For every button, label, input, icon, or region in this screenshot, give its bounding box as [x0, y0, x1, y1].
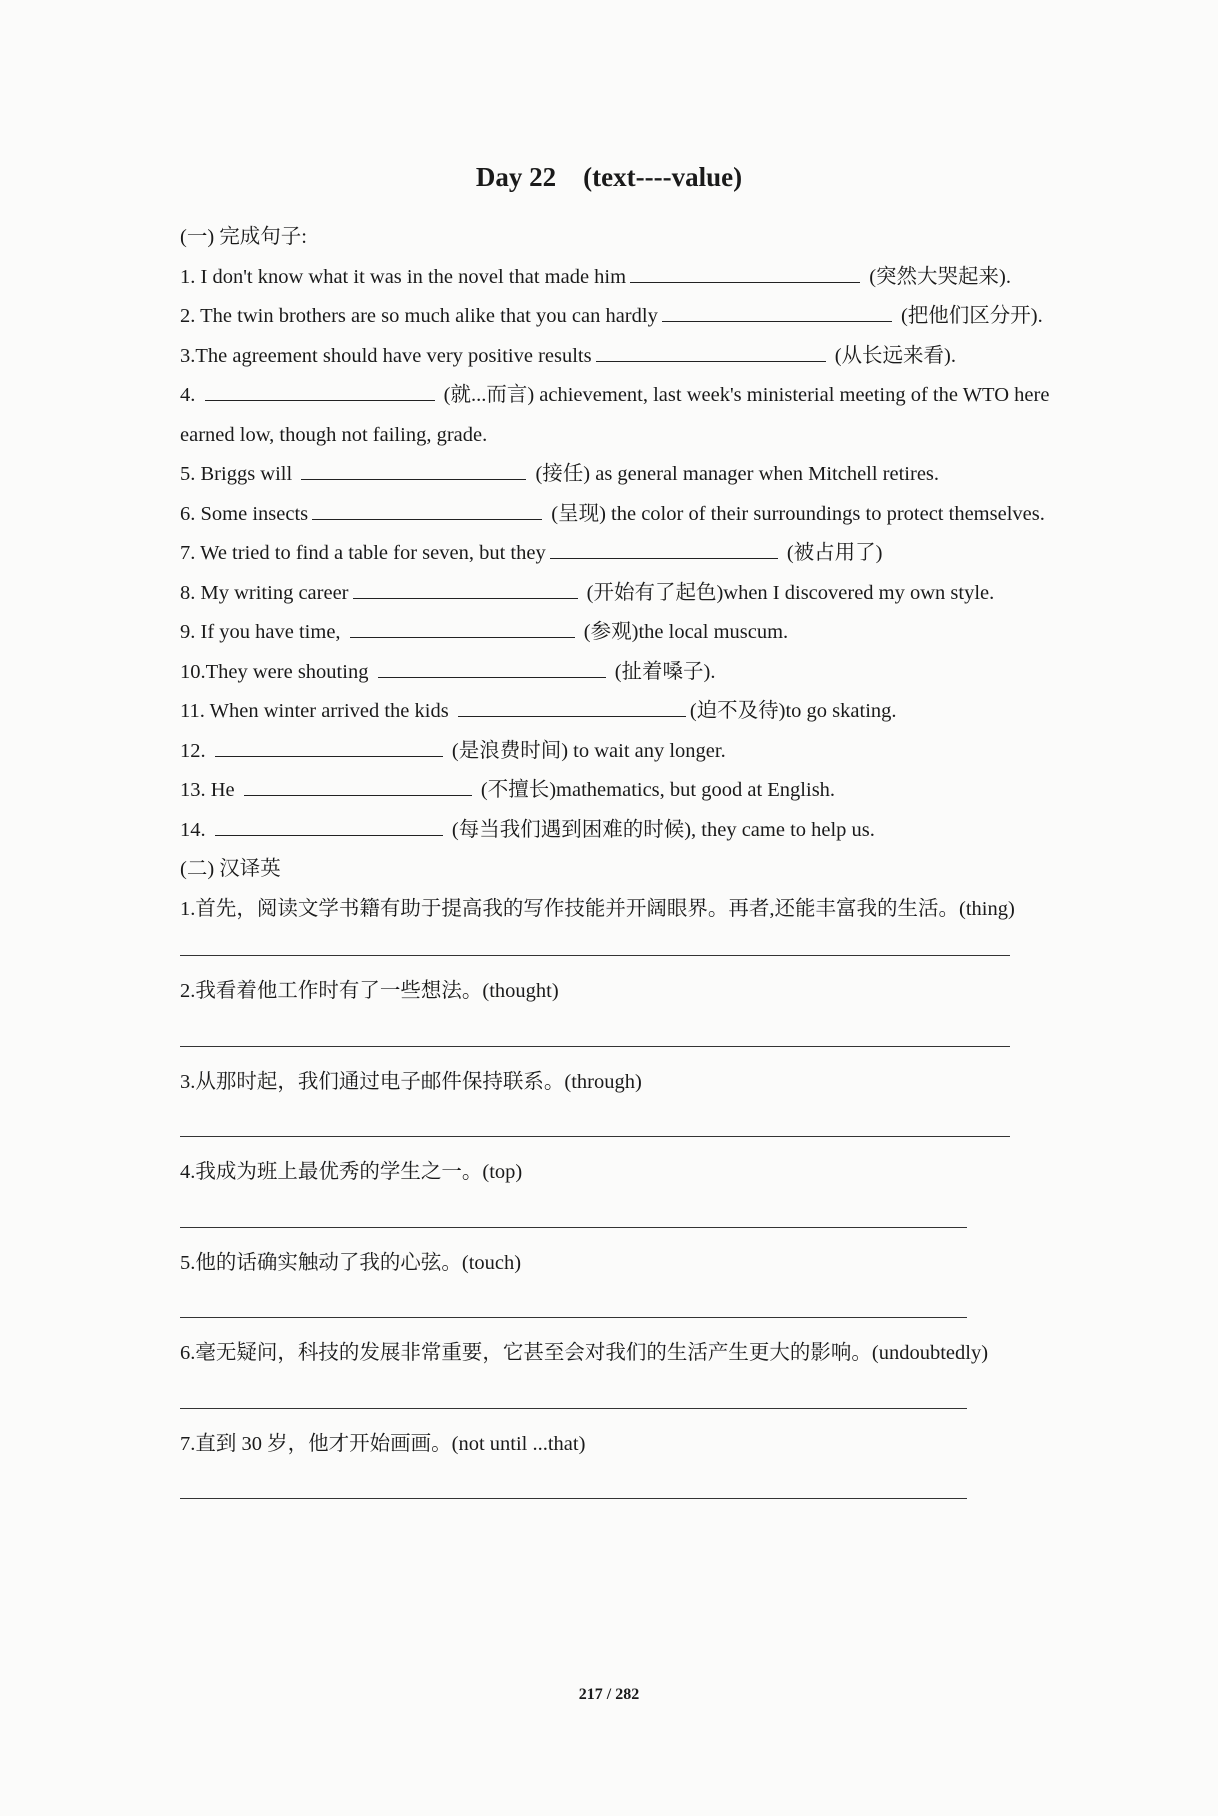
answer-line[interactable] — [180, 1317, 967, 1318]
sentence-text: 3.The agreement should have very positive results — [180, 344, 592, 367]
sentence-hint: (接任) as general manager when Mitchell retires. — [530, 463, 940, 485]
sentence-hint: (被占用了) — [781, 542, 883, 564]
translation-item — [180, 1425, 1050, 1500]
sentence-hint: (不擅长)mathematics, but good at English. — [475, 779, 836, 801]
answer-line[interactable] — [180, 1408, 967, 1409]
sentence-item — [180, 653, 1050, 693]
answer-blank[interactable] — [596, 339, 826, 362]
sentence-hint: (就...而言) achievement, last week's ministerial meeting of the WTO here earned low, though not failing, grade. — [180, 384, 1050, 446]
translation-prompt: 6.毫无疑问，科技的发展非常重要，它甚至会对我们的生活产生更大的影响。(undoubtedly) — [180, 1342, 989, 1364]
sentence-hint: (呈现) the color of their surroundings to protect themselves. — [546, 502, 1045, 525]
translation-item — [180, 1153, 1050, 1228]
page-title: Day 22 (text----value) — [475, 162, 743, 192]
sentence-text: 7. We tried to find a table for seven, but they — [180, 542, 546, 564]
answer-blank[interactable] — [458, 694, 686, 717]
answer-blank[interactable] — [630, 260, 860, 283]
translation-item — [180, 890, 1050, 957]
section-complete-sentences — [180, 218, 1050, 850]
answer-blank[interactable] — [662, 299, 892, 322]
translation-prompt: 2.我看着他工作时有了一些想法。(thought) — [180, 980, 559, 1002]
translation-prompt: 5.他的话确实触动了我的心弦。(touch) — [180, 1251, 522, 1274]
sentence-text: 6. Some insects — [180, 502, 309, 525]
sentence-hint: (开始有了起色)when I discovered my own style. — [581, 581, 995, 604]
sentence-item — [180, 574, 1050, 614]
worksheet-content — [180, 218, 1050, 1537]
sentence-item — [180, 455, 1050, 495]
sentence-text: 12. — [180, 739, 211, 762]
answer-blank[interactable] — [215, 813, 443, 836]
sentence-hint: (扯着嗓子). — [609, 660, 716, 683]
sentence-hint: (突然大哭起来). — [864, 265, 1011, 288]
answer-blank[interactable] — [312, 497, 542, 520]
answer-blank[interactable] — [215, 734, 443, 757]
translation-item — [180, 1063, 1050, 1138]
answer-line[interactable] — [180, 1498, 967, 1499]
sentence-text: 2. The twin brothers are so much alike that you can hardly — [180, 305, 658, 327]
sentence-item — [180, 495, 1050, 535]
sentence-hint: (把他们区分开). — [895, 305, 1043, 327]
page-number: 217 / 282 — [578, 1686, 640, 1703]
translation-item — [180, 1334, 1050, 1409]
sentence-hint: (每当我们遇到困难的时候), they came to help us. — [446, 818, 875, 841]
sentence-text: 4. — [180, 384, 201, 406]
sentence-text: 14. — [180, 818, 211, 841]
translation-prompt: 7.直到 30 岁，他才开始画画。(not until ...that) — [180, 1432, 586, 1455]
answer-blank[interactable] — [378, 655, 606, 678]
translation-item — [180, 1244, 1050, 1319]
sentence-item — [180, 692, 1050, 732]
section2-heading: (二) 汉译英 — [180, 858, 281, 880]
sentence-item — [180, 534, 1050, 574]
answer-line[interactable] — [180, 1136, 1010, 1137]
translation-prompt: 4.我成为班上最优秀的学生之一。(top) — [180, 1161, 523, 1183]
sentence-hint: (迫不及待)to go skating. — [689, 700, 897, 722]
sentence-text: 13. He — [180, 779, 240, 801]
sentence-text: 5. Briggs will — [180, 463, 298, 485]
answer-line[interactable] — [180, 955, 1010, 956]
answer-line[interactable] — [180, 1046, 1010, 1047]
sentence-item — [180, 258, 1050, 298]
translation-item — [180, 972, 1050, 1047]
sentence-item — [180, 771, 1050, 811]
translation-prompt: 1.首先，阅读文学书籍有助于提高我的写作技能并开阔眼界。再者,还能丰富我的生活。(thing) — [180, 897, 1015, 920]
translation-prompt: 3.从那时起，我们通过电子邮件保持联系。(through) — [180, 1070, 642, 1093]
section-translation — [180, 850, 1050, 1499]
answer-blank[interactable] — [353, 576, 578, 599]
answer-blank[interactable] — [350, 615, 575, 638]
answer-line[interactable] — [180, 1227, 967, 1228]
section1-heading: (一) 完成句子: — [180, 226, 307, 248]
sentence-item — [180, 613, 1050, 653]
answer-blank[interactable] — [244, 773, 472, 796]
sentence-hint: (参观)the local muscum. — [578, 621, 789, 643]
answer-blank[interactable] — [205, 378, 435, 401]
sentence-item — [180, 811, 1050, 851]
sentence-item — [180, 297, 1050, 337]
answer-blank[interactable] — [550, 536, 778, 559]
sentence-text: 9. If you have time, — [180, 621, 346, 643]
sentence-item — [180, 337, 1050, 377]
sentence-item — [180, 732, 1050, 772]
sentence-text: 10.They were shouting — [180, 660, 374, 683]
sentence-item — [180, 376, 1050, 455]
sentence-hint: (从长远来看). — [829, 344, 956, 367]
sentence-text: 8. My writing career — [180, 581, 349, 604]
answer-blank[interactable] — [301, 457, 526, 480]
sentence-hint: (是浪费时间) to wait any longer. — [446, 739, 726, 762]
sentence-text: 1. I don't know what it was in the novel that made him — [180, 265, 627, 288]
sentence-text: 11. When winter arrived the kids — [180, 700, 454, 722]
